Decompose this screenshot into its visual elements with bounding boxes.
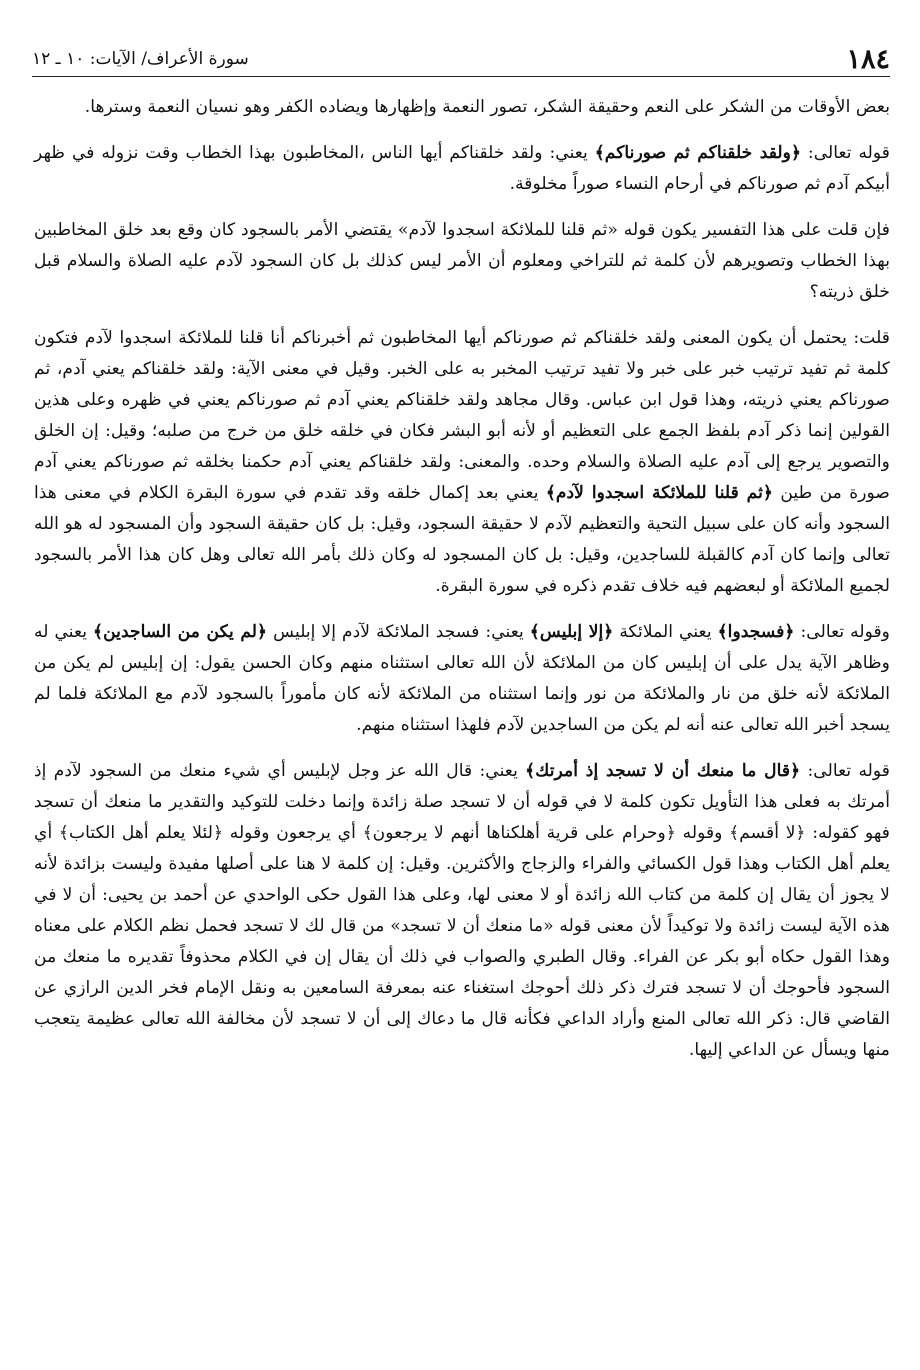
text-run: وقوله تعالى: [794,622,890,642]
text-run: يعني بعد إكمال خلقه وقد تقدم في سورة البقرة الكلام في معنى هذا السجود وأنه كان على سبيل التحية والتعظيم لآدم لا حقيقة السجود، وقيل: بل كان حقيقة السجود وأن المسجود له هو الله تعالى وإنما كان آدم كالقبلة للساجدين، وقيل: بل كان المسجود له وكان ذلك بأمر الله تعالى وهل كان هذا الأمر بالسجود لجميع الملائكة أو لبعضهم فيه خلاف تقدم ذكره في سورة البقرة. [34,483,890,596]
page-body [34,92,890,1330]
text-run: يعني الملائكة [613,622,718,642]
text-run: بعض الأوقات من الشكر على النعم وحقيقة الشكر، تصور النعمة وإظهارها ويضاده الكفر وهو نسيان النعمة وسترها. [84,97,890,117]
page-number: ١٨٤ [846,43,890,75]
paragraph [34,138,890,200]
text-run: قوله تعالى: [801,143,891,163]
paragraph [34,756,890,1066]
text-run: يعني له وظاهر الآية يدل على أن إبليس كان من الملائكة لأن الله تعالى استثناه منهم وكان الحسن يقول: إن إبليس لم يكن من الملائكة لأنه خلق من نار والملائكة من نور وإنما استثناه من الملائكة لأنه كان مأموراً بالسجود لآدم مع الملائكة فلما لم يسجد أخبر الله تعالى عنه أنه لم يكن من الساجدين لآدم فلهذا استثناه منهم. [34,622,890,735]
quran-verse: ﴿ثم قلنا للملائكة اسجدوا لآدم﴾ [545,483,773,503]
running-title: سورة الأعراف/ الآيات: ١٠ ـ ١٢ [32,49,249,69]
text-run: يعني: فسجد الملائكة لآدم إلا إبليس [267,622,530,642]
paragraph [34,323,890,602]
paragraph [34,92,890,123]
paragraph [34,617,890,741]
text-run: فإن قلت على هذا التفسير يكون قوله «ثم قلنا للملائكة اسجدوا لآدم» يقتضي الأمر بالسجود كان وقع بعد خلق المخاطبين بهذا الخطاب وتصويرهم لأن كلمة ثم للتراخي ومعلوم أن الأمر ليس كذلك بل كان السجود لآدم عليه الصلاة والسلام قبل خلق ذريته؟ [34,220,890,302]
page-header [32,42,890,77]
paragraph [34,215,890,308]
quran-verse: ﴿إلا إبليس﴾ [529,622,614,642]
quran-verse: ﴿ولقد خلقناكم ثم صورناكم﴾ [594,143,802,163]
text-run: يعني: ولقد خلقناكم أيها الناس ،المخاطبون بهذا الخطاب وقت نزوله في ظهر أبيكم آدم ثم صورناكم في أرحام النساء صوراً مخلوقة. [34,143,890,194]
text-run: يعني: قال الله عز وجل لإبليس أي شيء منعك من السجود لآدم إذ أمرتك به فعلى هذا التأويل تكون كلمة لا في قوله أن لا تسجد صلة زائدة وإنما دخلت للتوكيد والتقدير ما منعك أن تسجد فهو كقوله: ﴿لا أقسم﴾ وقوله ﴿وحرام على قرية أهلكناها أنهم لا يرجعون﴾ أي يرجعون وقوله ﴿لئلا يعلم أهل الكتاب﴾ أي يعلم أهل الكتاب وهذا قول الكسائي والفراء والزجاج والأكثرين. وقيل: إن كلمة لا هنا على أصلها مفيدة وليست بزائدة لأنه لا يجوز أن يقال إن كلمة من كتاب الله زائدة أو لا معنى لها، وعلى هذا القول حكى الواحدي عن أحمد بن يحيى: أن لا في هذه الآية ليست زائدة ولا توكيداً لأن معنى قوله «ما منعك أن لا تسجد» من قال لك لا تسجد فحمل نظم الكلام على معناه وهذا القول حكاه أبو بكر عن الفراء. وقال الطبري والصواب في ذلك أن يقال إن في الكلام محذوفاً تقديره ما منعك من السجود فأحوجك أن لا تسجد فترك ذكر ذلك أحوجك استغناء عنه بمعرفة السامعين به ونقل الإمام فخر الدين الرازي عن القاضي قال: ذكر الله تعالى المنع وأراد الداعي فكأنه قال ما دعاك إلى أن لا تسجد لأن مخالفة الله تعالى عظيمة يتعجب منها ويسأل عن الداعي إليها. [34,761,890,1060]
quran-verse: ﴿فسجدوا﴾ [717,622,795,642]
text-run: قلت: يحتمل أن يكون المعنى ولقد خلقناكم ثم صورناكم أيها المخاطبون ثم أخبرناكم أنا قلنا للملائكة اسجدوا لآدم فتكون كلمة ثم تفيد ترتيب خبر على خبر ولا تفيد ترتيب المخبر به على الخبر. وقيل في معنى الآية: ولقد خلقناكم يعني آدم، ثم صورناكم يعني ذريته، وهذا قول ابن عباس. وقال مجاهد ولقد خلقناكم يعني آدم ثم صورناكم يعني في ظهره وعلى هذين القولين إنما ذكر آدم بلفظ الجمع على التعظيم أو لأنه أبو البشر فكان في خلقه خلق من خرج من صلبه؛ وقيل: إن الخلق والتصوير يرجع إلى آدم عليه الصلاة والسلام وحده. والمعنى: ولقد خلقناكم يعني آدم حكمنا بخلقه ثم صورناكم يعني آدم صورة من طين [34,328,890,503]
quran-verse: ﴿لم يكن من الساجدين﴾ [93,622,268,642]
text-run: قوله تعالى: [800,761,891,781]
quran-verse: ﴿قال ما منعك أن لا تسجد إذ أمرتك﴾ [525,761,801,781]
